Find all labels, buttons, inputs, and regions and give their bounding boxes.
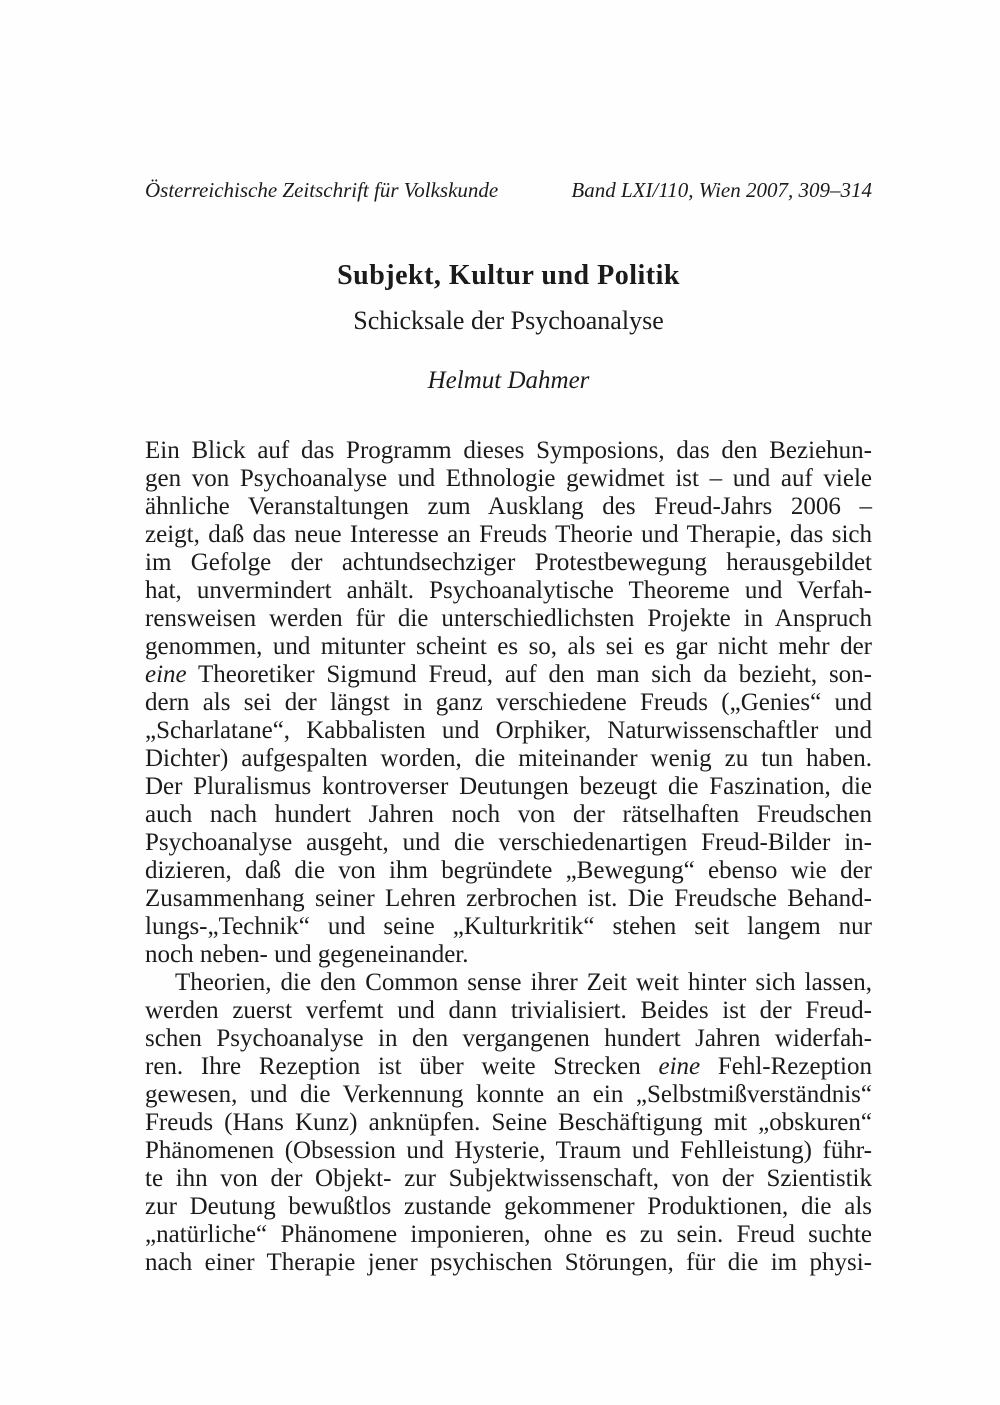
text-line: nach einer Therapie jener psychischen Störungen, für die im physi-: [145, 1249, 872, 1276]
author-name: Helmut Dahmer: [427, 367, 590, 394]
text-line: Psychoanalyse ausgeht, und die verschiedenartigen Freud-Bilder in-: [145, 829, 872, 856]
text-line: schen Psychoanalyse in den vergangenen hundert Jahren widerfah-: [145, 1025, 872, 1052]
journal-header: [145, 178, 872, 202]
text-line: gen von Psychoanalyse und Ethnologie gewidmet ist – und auf viele: [145, 465, 872, 492]
text-line: „Scharlatane“, Kabbalisten und Orphiker, Naturwissenschaftler und: [145, 717, 872, 744]
text-line: Phänomenen (Obsession und Hysterie, Traum und Fehlleistung) führ-: [145, 1137, 872, 1164]
journal-name: Österreichische Zeitschrift für Volkskunde: [145, 178, 499, 202]
text-line: zur Deutung bewußtlos zustande gekommener Produktionen, die als: [145, 1193, 872, 1220]
text-line: hat, unvermindert anhält. Psychoanalytische Theoreme und Verfah-: [145, 577, 872, 604]
text-line: Theorien, die den Common sense ihrer Zeit weit hinter sich lassen,: [175, 969, 872, 996]
article-body: [145, 437, 872, 1277]
text-line: dern als sei der längst in ganz verschiedene Freuds („Genies“ und: [145, 689, 872, 716]
emphasized-word: eine: [145, 661, 187, 688]
text-line: werden zuerst verfemt und dann trivialisiert. Beides ist der Freud-: [145, 997, 872, 1024]
text-segment: Theoretiker Sigmund Freud, auf den man sich da bezieht, son-: [186, 661, 872, 688]
text-line: lungs-„Technik“ und seine „Kulturkritik“ stehen seit langem nur: [145, 913, 872, 940]
text-line: auch nach hundert Jahren noch von der rätselhaften Freudschen: [145, 801, 872, 828]
emphasized-word: eine: [658, 1053, 701, 1080]
text-line: Freuds (Hans Kunz) anknüpfen. Seine Beschäftigung mit „obskuren“: [145, 1109, 872, 1136]
text-line: Ein Blick auf das Programm dieses Symposions, das den Beziehun-: [145, 437, 872, 464]
text-line: [145, 1053, 872, 1081]
text-line: rensweisen werden für die unterschiedlichsten Projekte in Anspruch: [145, 605, 872, 632]
text-segment: ren. Ihre Rezeption ist über weite Strecken: [145, 1053, 659, 1080]
text-line: im Gefolge der achtundsechziger Protestbewegung herausgebildet: [145, 549, 872, 576]
text-line: Dichter) aufgespalten worden, die miteinander wenig zu tun haben.: [145, 745, 872, 772]
text-line: „natürliche“ Phänomene imponieren, ohne es zu sein. Freud suchte: [145, 1221, 872, 1248]
issue-info: Band LXI/110, Wien 2007, 309–314: [571, 178, 872, 202]
text-line: dizieren, daß die von ihm begründete „Bewegung“ ebenso wie der: [145, 857, 872, 884]
text-line: gewesen, und die Verkennung konnte an ein „Selbstmißverständnis“: [145, 1081, 872, 1108]
article-subtitle: Schicksale der Psychoanalyse: [353, 306, 664, 335]
text-line: ähnliche Veranstaltungen zum Ausklang des Freud-Jahrs 2006 –: [145, 493, 872, 520]
article-title: Subjekt, Kultur und Politik: [337, 260, 680, 291]
text-segment: Fehl-Rezeption: [700, 1053, 872, 1080]
text-line: te ihn von der Objekt- zur Subjektwissenschaft, von der Szientistik: [145, 1165, 872, 1192]
text-line: genommen, und mitunter scheint es so, als sei es gar nicht mehr der: [145, 633, 872, 660]
text-line: [145, 661, 872, 689]
text-line: Zusammenhang seiner Lehren zerbrochen ist. Die Freudsche Behand-: [145, 885, 872, 912]
text-line: noch neben- und gegeneinander.: [145, 941, 469, 968]
text-line: Der Pluralismus kontroverser Deutungen bezeugt die Faszination, die: [145, 773, 872, 800]
text-line: zeigt, daß das neue Interesse an Freuds Theorie und Therapie, das sich: [145, 521, 872, 548]
